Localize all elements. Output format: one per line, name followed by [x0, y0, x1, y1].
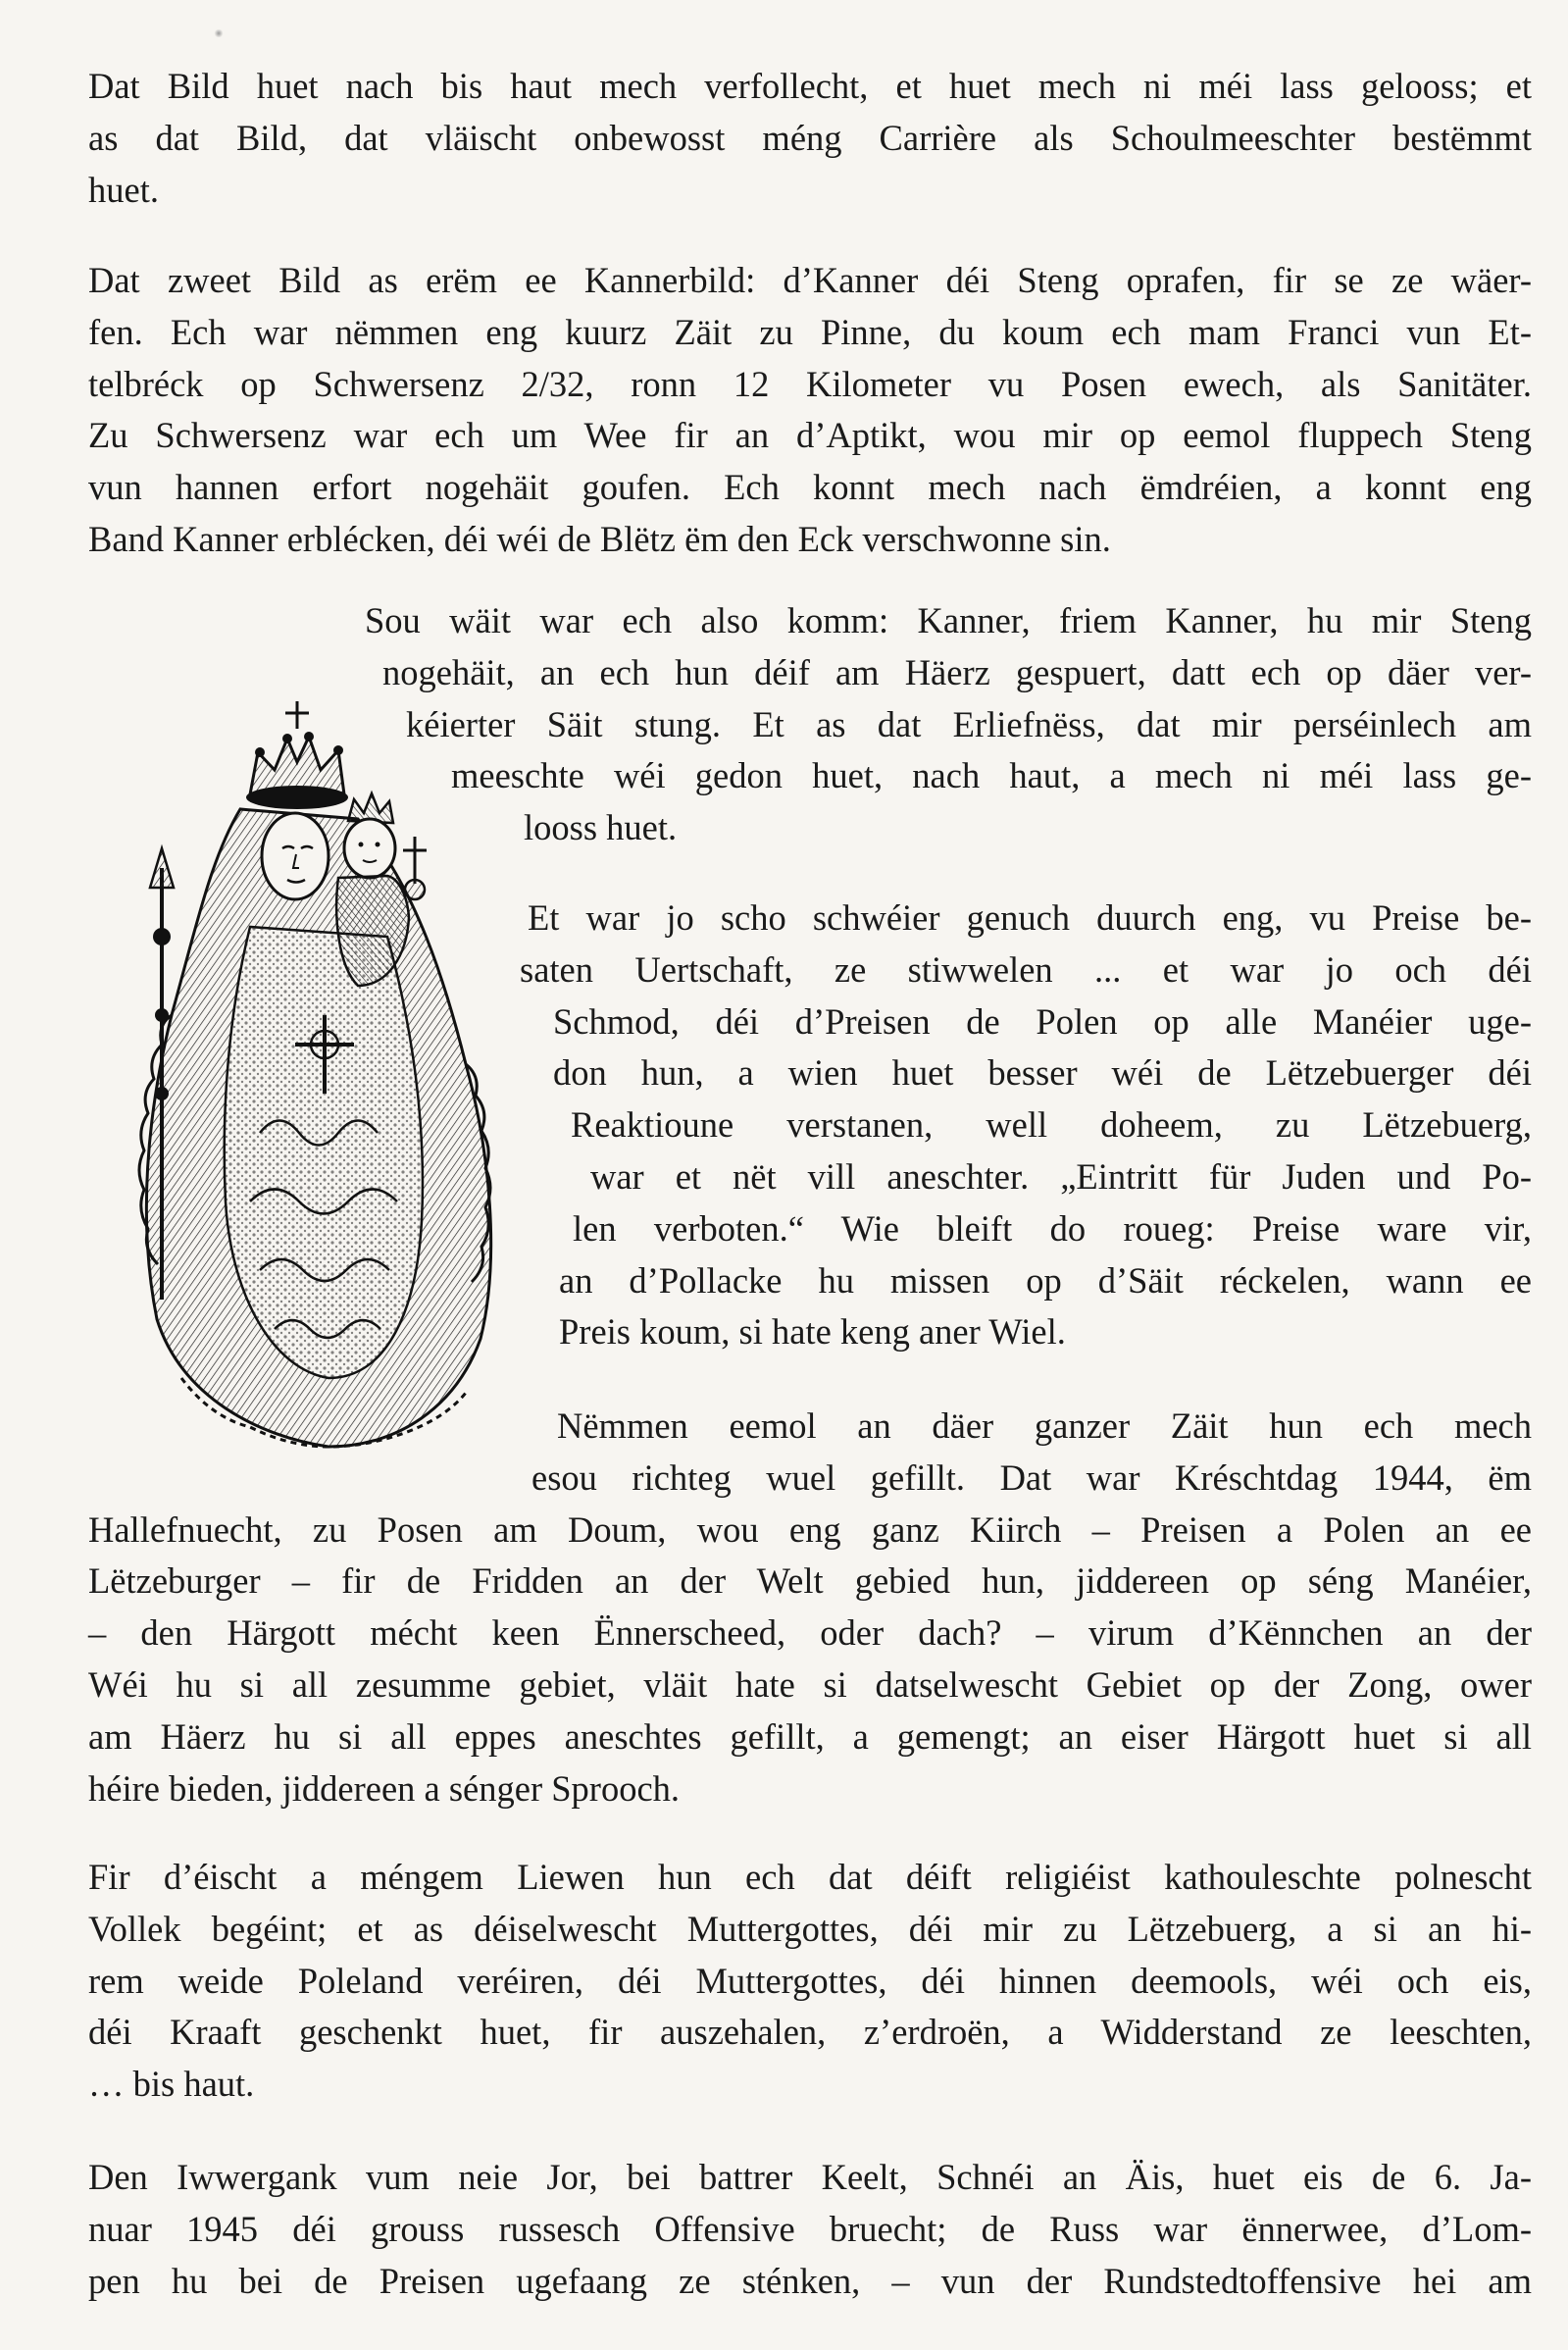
text-line: Dat Bild huet nach bis haut mech verfollecht, et huet mech ni méi lass gelooss; et — [88, 66, 1532, 106]
print-speck — [214, 29, 224, 37]
text-line: déi Kraaft geschenkt huet, fir auszehalen, z’erdroën, a Widderstand ze leeschten, — [88, 2012, 1532, 2053]
text-line: meeschte wéi gedon huet, nach haut, a mech ni méi lass ge- — [451, 755, 1532, 796]
text-line: Band Kanner erblécken, déi wéi de Blëtz ëm den Eck verschwonne sin. — [88, 518, 1111, 559]
text-line: Dat zweet Bild as erëm ee Kannerbild: d’Kanner déi Steng oprafen, fir se ze wäer- — [88, 260, 1532, 300]
paragraph-2 — [88, 255, 1532, 566]
text-line: … bis haut. — [88, 2064, 255, 2105]
text-line: Schmod, déi d’Preisen de Polen op alle Manéier uge- — [553, 1000, 1532, 1042]
text-line: fen. Ech war nëmmen eng kuurz Zäit zu Pinne, du koum ech mam Franci vun Et- — [88, 311, 1532, 352]
text-line: Reaktioune verstanen, well doheem, zu Lëtzebuerg, — [571, 1104, 1532, 1146]
text-line: rem weide Poleland veréiren, déi Muttergottes, déi hinnen deemools, wéi och eis, — [88, 1960, 1532, 2001]
text-line: Den Iwwergank vum neie Jor, bei battrer Keelt, Schnéi an Äis, huet eis de 6. Ja- — [88, 2157, 1532, 2197]
text-line: Vollek begéint; et as déiselwescht Muttergottes, déi mir zu Lëtzebuerg, a si an hi- — [88, 1908, 1532, 1949]
text-line: Zu Schwersenz war ech um Wee fir an d’Aptikt, wou mir op eemol fluppech Steng — [88, 415, 1532, 456]
text-line: Hallefnuecht, zu Posen am Doum, wou eng ganz Kiirch – Preisen a Polen an ee — [88, 1508, 1532, 1550]
text-line: vun hannen erfort nogehäit goufen. Ech konnt mech nach ëmdréien, a konnt eng — [88, 467, 1532, 508]
text-line: kéierter Säit stung. Et as dat Erliefnëss, dat mir perséinlech am — [406, 703, 1532, 744]
text-line: nogehäit, an ech hun déif am Häerz gespuert, datt ech op däer ver- — [382, 651, 1532, 692]
paragraph-7 — [88, 2152, 1532, 2307]
text-line: Nëmmen eemol an däer ganzer Zäit hun ech mech — [557, 1405, 1532, 1446]
text-line: huet. — [88, 169, 159, 210]
text-line: war et nët vill aneschter. „Eintritt für Juden und Po- — [590, 1155, 1532, 1197]
text-line: Lëtzeburger – fir de Fridden an der Welt gebied hun, jiddereen op séng Manéier, — [88, 1560, 1532, 1602]
text-line: len verboten.“ Wie bleift do roueg: Preise ware vir, — [573, 1207, 1532, 1249]
text-line: Preis koum, si hate keng aner Wiel. — [559, 1311, 1066, 1353]
text-line: nuar 1945 déi grouss russesch Offensive bruecht; de Russ war ënnerwee, d’Lom- — [88, 2208, 1532, 2249]
cross-icon — [403, 837, 427, 899]
text-line: Fir d’éischt a méngem Liewen hun ech dat déift religiéist kathouleschte polnescht — [88, 1857, 1532, 1897]
text-line: pen hu bei de Preisen ugefaang ze sténken, – vun der Rundstedtoffensive hei am — [88, 2260, 1532, 2301]
text-line: an d’Pollacke hu missen op d’Säit réckelen, wann ee — [559, 1259, 1532, 1301]
text-line: héire bieden, jiddereen a sénger Sprooch. — [88, 1767, 681, 1809]
paragraph-4 — [520, 893, 1532, 1358]
madonna-with-child-engraving — [103, 691, 549, 1476]
text-line: saten Uertschaft, ze stiwwelen ... et war jo och déi — [520, 948, 1532, 990]
text-line: Et war jo scho schwéier genuch duurch eng, vu Preise be- — [528, 897, 1532, 938]
text-line: am Häerz hu si all eppes aneschtes gefillt, a gemengt; an eiser Härgott huet si all — [88, 1715, 1532, 1757]
text-line: as dat Bild, dat vläischt onbewosst méng Carrière als Schoulmeeschter bestëmmt — [88, 117, 1532, 158]
paragraph-1 — [88, 61, 1532, 216]
crown-icon — [246, 701, 348, 809]
text-line: Wéi hu si all zesumme gebiet, vläit hate si datselwescht Gebiet op der Zong, ower — [88, 1663, 1532, 1705]
text-line: Sou wäit war ech also komm: Kanner, friem Kanner, hu mir Steng — [365, 600, 1532, 640]
text-line: don hun, a wien huet besser wéi de Lëtzebuerger déi — [553, 1052, 1532, 1094]
text-line: looss huet. — [524, 807, 678, 848]
text-line: telbréck op Schwersenz 2/32, ronn 12 Kilometer vu Posen ewech, als Sanitäter. — [88, 363, 1532, 404]
text-line: – den Härgott mécht keen Ënnerscheed, oder dach? – virum d’Kënnchen an der — [88, 1612, 1532, 1654]
text-line: esou richteg wuel gefillt. Dat war Kréschtdag 1944, ëm — [531, 1456, 1532, 1498]
paragraph-6 — [88, 1852, 1532, 2111]
